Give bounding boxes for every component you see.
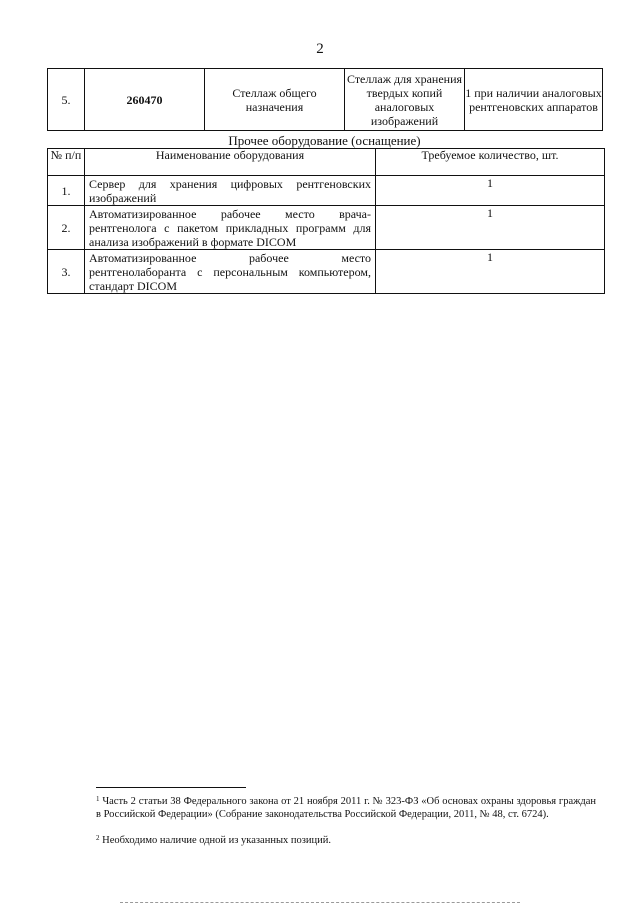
footnote-mark: 1 bbox=[96, 795, 100, 803]
equipment-code: 260470 bbox=[85, 69, 205, 131]
row-name: Сервер для хранения цифровых рентгеновских изображений bbox=[85, 176, 376, 206]
table-row bbox=[48, 250, 605, 294]
table-row bbox=[48, 206, 605, 250]
footnote-mark: 2 bbox=[96, 834, 100, 842]
table-header-row bbox=[48, 149, 605, 176]
page-number: 2 bbox=[316, 41, 324, 57]
header-name: Наименование оборудования bbox=[85, 149, 376, 176]
row-number: 1. bbox=[48, 176, 85, 206]
equipment-quantity: 1 при наличии аналоговых рентгеновских аппаратов bbox=[465, 69, 603, 131]
equipment-purpose: Стеллаж для хранения твердых копий аналоговых изображений bbox=[345, 69, 465, 131]
row-quantity: 1 bbox=[376, 176, 605, 206]
row-name: Автоматизированное рабочее место врача-рентгенолога с пакетом прикладных программ для анализа изображений в формате DICOM bbox=[85, 206, 376, 250]
row-number: 3. bbox=[48, 250, 85, 294]
footnote-text: Часть 2 статьи 38 Федерального закона от 21 ноября 2011 г. № 323-ФЗ «Об основах охраны здоровья граждан в Российской Федерации» (Собрание законодательства Российской Федерации, 2011, № 48, ст. 6724). bbox=[96, 796, 596, 820]
row-quantity: 1 bbox=[376, 206, 605, 250]
row-quantity: 1 bbox=[376, 250, 605, 294]
table-row bbox=[48, 176, 605, 206]
footnote-divider bbox=[96, 787, 246, 788]
equipment-table-continuation bbox=[47, 68, 603, 131]
section-title: Прочее оборудование (оснащение) bbox=[228, 133, 421, 148]
footnote-1 bbox=[96, 795, 596, 821]
row-number: 2. bbox=[48, 206, 85, 250]
row-name: Автоматизированное рабочее место рентгенолаборанта с персональным компьютером, стандарт DICOM bbox=[85, 250, 376, 294]
equipment-name: Стеллаж общего назначения bbox=[205, 69, 345, 131]
header-quantity: Требуемое количество, шт. bbox=[376, 149, 605, 176]
footnote-2 bbox=[96, 834, 596, 847]
row-number: 5. bbox=[48, 69, 85, 131]
other-equipment-table bbox=[47, 148, 605, 294]
footnote-text: Необходимо наличие одной из указанных позиций. bbox=[102, 835, 331, 846]
table-row bbox=[48, 69, 603, 131]
scan-edge-line bbox=[120, 902, 520, 903]
header-number: № п/п bbox=[48, 149, 85, 176]
